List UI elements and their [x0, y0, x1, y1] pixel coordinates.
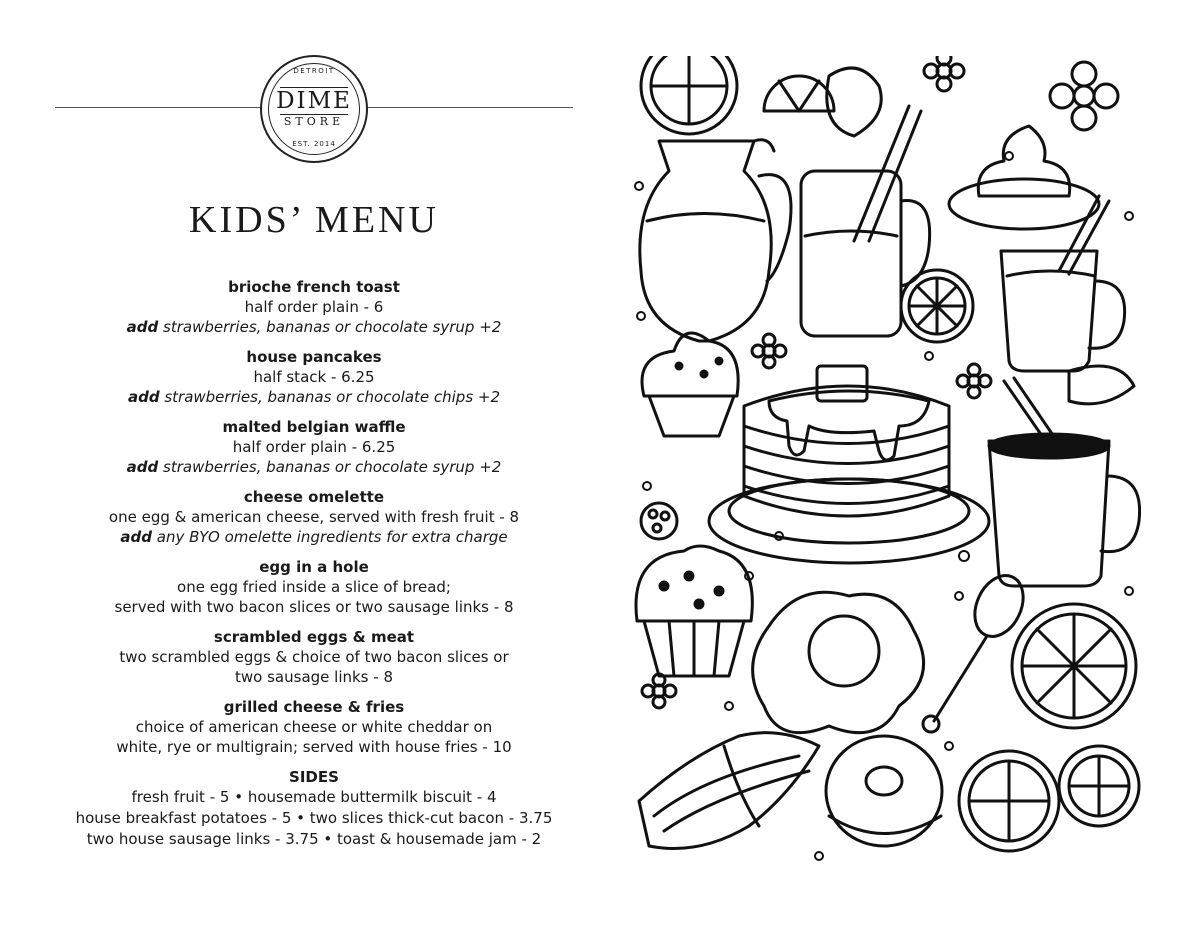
sides-line: fresh fruit - 5 • housemade buttermilk biscuit - 4	[131, 788, 497, 806]
menu-item-omelette	[30, 487, 598, 547]
dime-store-logo	[260, 55, 368, 163]
item-name: scrambled eggs & meat	[213, 628, 415, 646]
logo-word-store: STORE	[283, 115, 345, 128]
fried-egg-icon	[753, 592, 924, 732]
menu-item-french-toast	[30, 277, 598, 337]
lemon-half-icon	[764, 76, 834, 111]
item-addon	[30, 317, 598, 337]
item-desc: served with two bacon slices or two sausage links - 8	[114, 598, 514, 616]
pancake-stack-icon	[709, 366, 989, 563]
menu-item-pancakes	[30, 347, 598, 407]
item-desc: white, rye or multigrain; served with house fries - 10	[116, 738, 512, 756]
item-name: malted belgian waffle	[222, 418, 406, 436]
sides-section	[30, 767, 598, 850]
item-name: house pancakes	[246, 348, 382, 366]
onion-icon	[827, 68, 881, 136]
bacon-icon	[639, 733, 819, 849]
item-desc: half order plain - 6.25	[232, 438, 396, 456]
orange-slice-icon	[1012, 604, 1136, 728]
logo-est: EST. 2014	[292, 140, 336, 148]
item-addon	[30, 527, 598, 547]
menu-item-scrambled-eggs	[30, 627, 598, 687]
mug-icon	[1001, 251, 1125, 371]
item-desc: one egg & american cheese, served with fresh fruit - 8	[108, 508, 520, 526]
bagel-icon	[826, 736, 942, 846]
menu-item-waffle	[30, 417, 598, 477]
add-word: add	[126, 318, 159, 336]
orange-slice-icon	[641, 56, 737, 134]
flower-icon	[924, 56, 964, 91]
item-name: grilled cheese & fries	[223, 698, 405, 716]
item-addon	[30, 457, 598, 477]
flower-icon	[957, 364, 991, 398]
sides-line: house breakfast potatoes - 5 • two slices thick-cut bacon - 3.75	[75, 809, 553, 827]
spoon-icon	[923, 568, 1032, 732]
item-name: brioche french toast	[228, 278, 400, 296]
item-name: egg in a hole	[259, 558, 369, 576]
item-desc: choice of american cheese or white cheddar on	[135, 718, 493, 736]
addon-text: strawberries, bananas or chocolate syrup +2	[158, 318, 502, 336]
item-addon	[30, 387, 598, 407]
logo-word-dime: DIME	[276, 88, 352, 114]
item-desc: half stack - 6.25	[253, 368, 375, 386]
orange-slice-icon	[901, 270, 973, 342]
addon-text: any BYO omelette ingredients for extra charge	[151, 528, 508, 546]
addon-text: strawberries, bananas or chocolate syrup +2	[158, 458, 502, 476]
item-desc: two sausage links - 8	[235, 668, 393, 686]
logo-city: DETROIT	[293, 67, 335, 75]
add-word: add	[120, 528, 152, 546]
sides-line: two house sausage links - 3.75 • toast & housemade jam - 2	[86, 830, 542, 848]
coffee-mug-icon	[989, 378, 1140, 586]
muffin-icon	[636, 546, 752, 676]
flower-icon	[1050, 62, 1118, 130]
add-word: add	[126, 458, 159, 476]
menu-item-grilled-cheese	[30, 697, 598, 757]
decorative-dots	[635, 152, 1133, 860]
item-desc: one egg fried inside a slice of bread;	[177, 578, 451, 596]
menu-title: KIDS’ MENU	[189, 199, 439, 241]
menu-item-egg-in-hole	[30, 557, 598, 617]
breakfast-illustration	[629, 56, 1141, 874]
item-name: cheese omelette	[243, 488, 385, 506]
add-word: add	[127, 388, 160, 406]
item-desc: two scrambled eggs & choice of two bacon slices or	[119, 648, 509, 666]
flower-icon	[642, 674, 676, 708]
pitcher-icon	[640, 140, 791, 341]
addon-text: strawberries, bananas or chocolate chips +2	[159, 388, 501, 406]
orange-slice-icon	[959, 746, 1139, 851]
flower-icon	[752, 334, 786, 368]
cupcake-icon	[642, 333, 738, 436]
menu-items	[30, 277, 598, 850]
sides-title: SIDES	[289, 768, 339, 786]
berry-icon	[641, 503, 677, 539]
item-desc: half order plain - 6	[244, 298, 384, 316]
